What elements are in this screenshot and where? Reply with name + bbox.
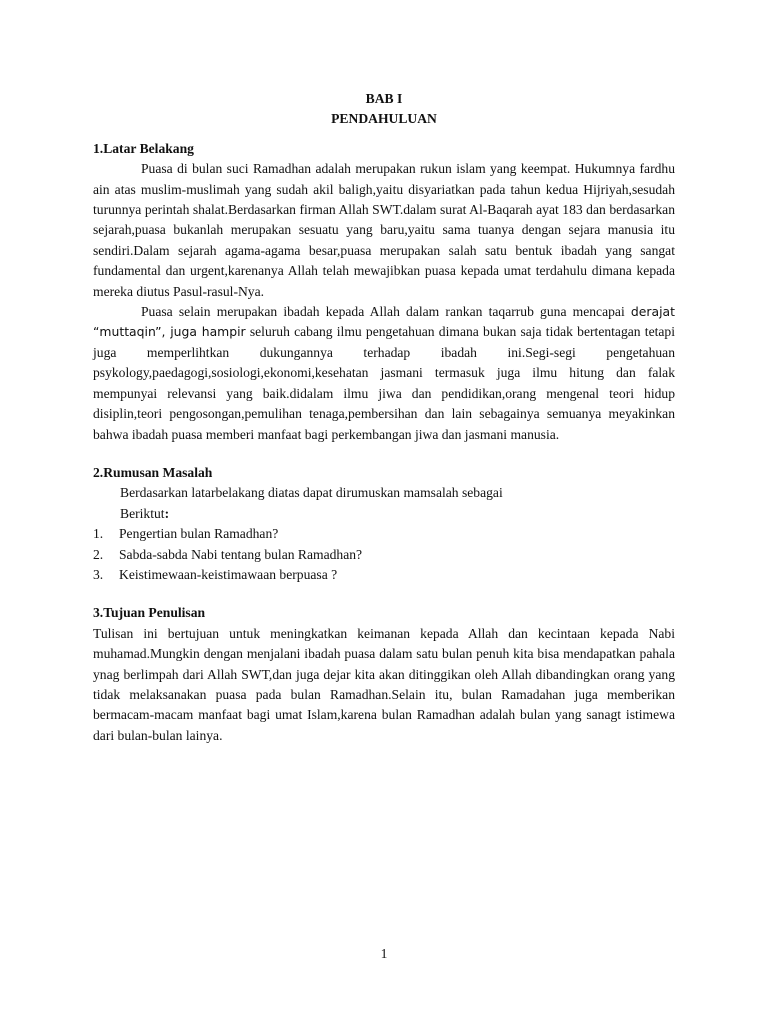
rumusan-intro-word: Beriktut (120, 505, 165, 521)
paragraph-text-end: seluruh cabang ilmu pengetahuan dimana bukan saja tidak bertentagan tetapi juga memperlihtkan dukungannya terhadap ibadah ini.Segi-segi pengetahuan psykology,paedagogi,sosiologi,ekonomi,kesehatan jasmani termasuk juga ilmu hitung dan falak mempunyai relevansi yang baik.didalam ilmu jiwa dan pendidikan,orang mengenal teori hidup disiplin,teori pengosongan,pemulihan tenaga,pembersihan dan lain sebagainya semuanya meyakinkan bahwa ibadah puasa memberi manfaat bagi perkembangan jiwa dan jasmani manusia. (93, 324, 675, 442)
section-heading-latar-belakang: 1.Latar Belakang (93, 140, 194, 156)
rumusan-list (93, 524, 675, 585)
paragraph-tujuan-penulisan: Tulisan ini bertujuan untuk meningkatkan keimanan kepada Allah dan kecintaan kepada Nabi muhamad.Mungkin dengan menjalani ibadah puasa dalam satu bulan penuh kita bisa mendapatkan pahala ynag berlimpah dari Allah SWT,dan juga dejar kita akan ditinggikan oleh Allah dibandingkan orang yang tidak melaksanakan puasa pada bulan Ramadhan.Selain itu, bulan Ramadahan juga memberikan bermacam-macam manfaat bagi umat Islam,karena bulan Ramadhan adalah bulan yang sanagt istimewa dari bulan-bulan lainya. (93, 625, 675, 743)
chapter-label: BAB I (365, 91, 403, 106)
paragraph-text-start: Puasa selain merupakan ibadah kepada Allah dalam rankan taqarrub guna mencapai (141, 304, 631, 320)
chapter-title: PENDAHULUAN (331, 111, 437, 127)
list-item-number: 1. (93, 526, 104, 542)
list-item-text: Sabda-sabda Nabi tentang bulan Ramadhan? (119, 546, 363, 562)
section-heading-tujuan-penulisan: 3.Tujuan Penulisan (93, 605, 206, 621)
paragraph-latar-belakang-2 (93, 302, 675, 445)
list-item (93, 545, 675, 565)
paragraph-inline-sans-text: derajat “muttaqin”, juga hampir (93, 304, 675, 340)
page-content (93, 89, 675, 746)
rumusan-intro-line-1: Berdasarkan latarbelakang diatas dapat dirumuskan mamsalah sebagai (120, 485, 503, 501)
list-item (93, 565, 675, 585)
page-number: 1 (380, 946, 388, 961)
list-item-number: 2. (93, 546, 104, 562)
list-item-text: Pengertian bulan Ramadhan? (119, 526, 279, 542)
rumusan-intro-line-2 (120, 504, 675, 524)
list-item-text: Keistimewaan-keistimawaan berpuasa ? (119, 566, 338, 582)
list-item-number: 3. (93, 566, 104, 582)
paragraph-latar-belakang-1: Puasa di bulan suci Ramadhan adalah merupakan rukun islam yang keempat. Hukumnya fardhu ain atas muslim-muslimah yang sudah akil baligh,yaitu disyariatkan pada tahun kedua Hijriyah,sesudah turunnya perintah shalat.Berdasarkan firman Allah SWT.dalam surat Al-Baqarah ayat 183 dan berdasarkan sejarah,puasa bukanlah merupakan sesuatu yang baru,yaitu sama tuanya dengan sejara manusia itu sendiri.Dalam sejarah agama-agama besar,puasa merupakan salah satu bentuk ibadah yang sangat fundamental dan urgent,karenanya Allah telah mewajibkan puasa kepada umat terdahulu dimana kepada mereka diutus Pasul-rasul-Nya. (93, 161, 675, 299)
list-item (93, 524, 675, 544)
section-heading-rumusan-masalah: 2.Rumusan Masalah (93, 464, 213, 480)
rumusan-intro-colon: : (164, 505, 170, 521)
